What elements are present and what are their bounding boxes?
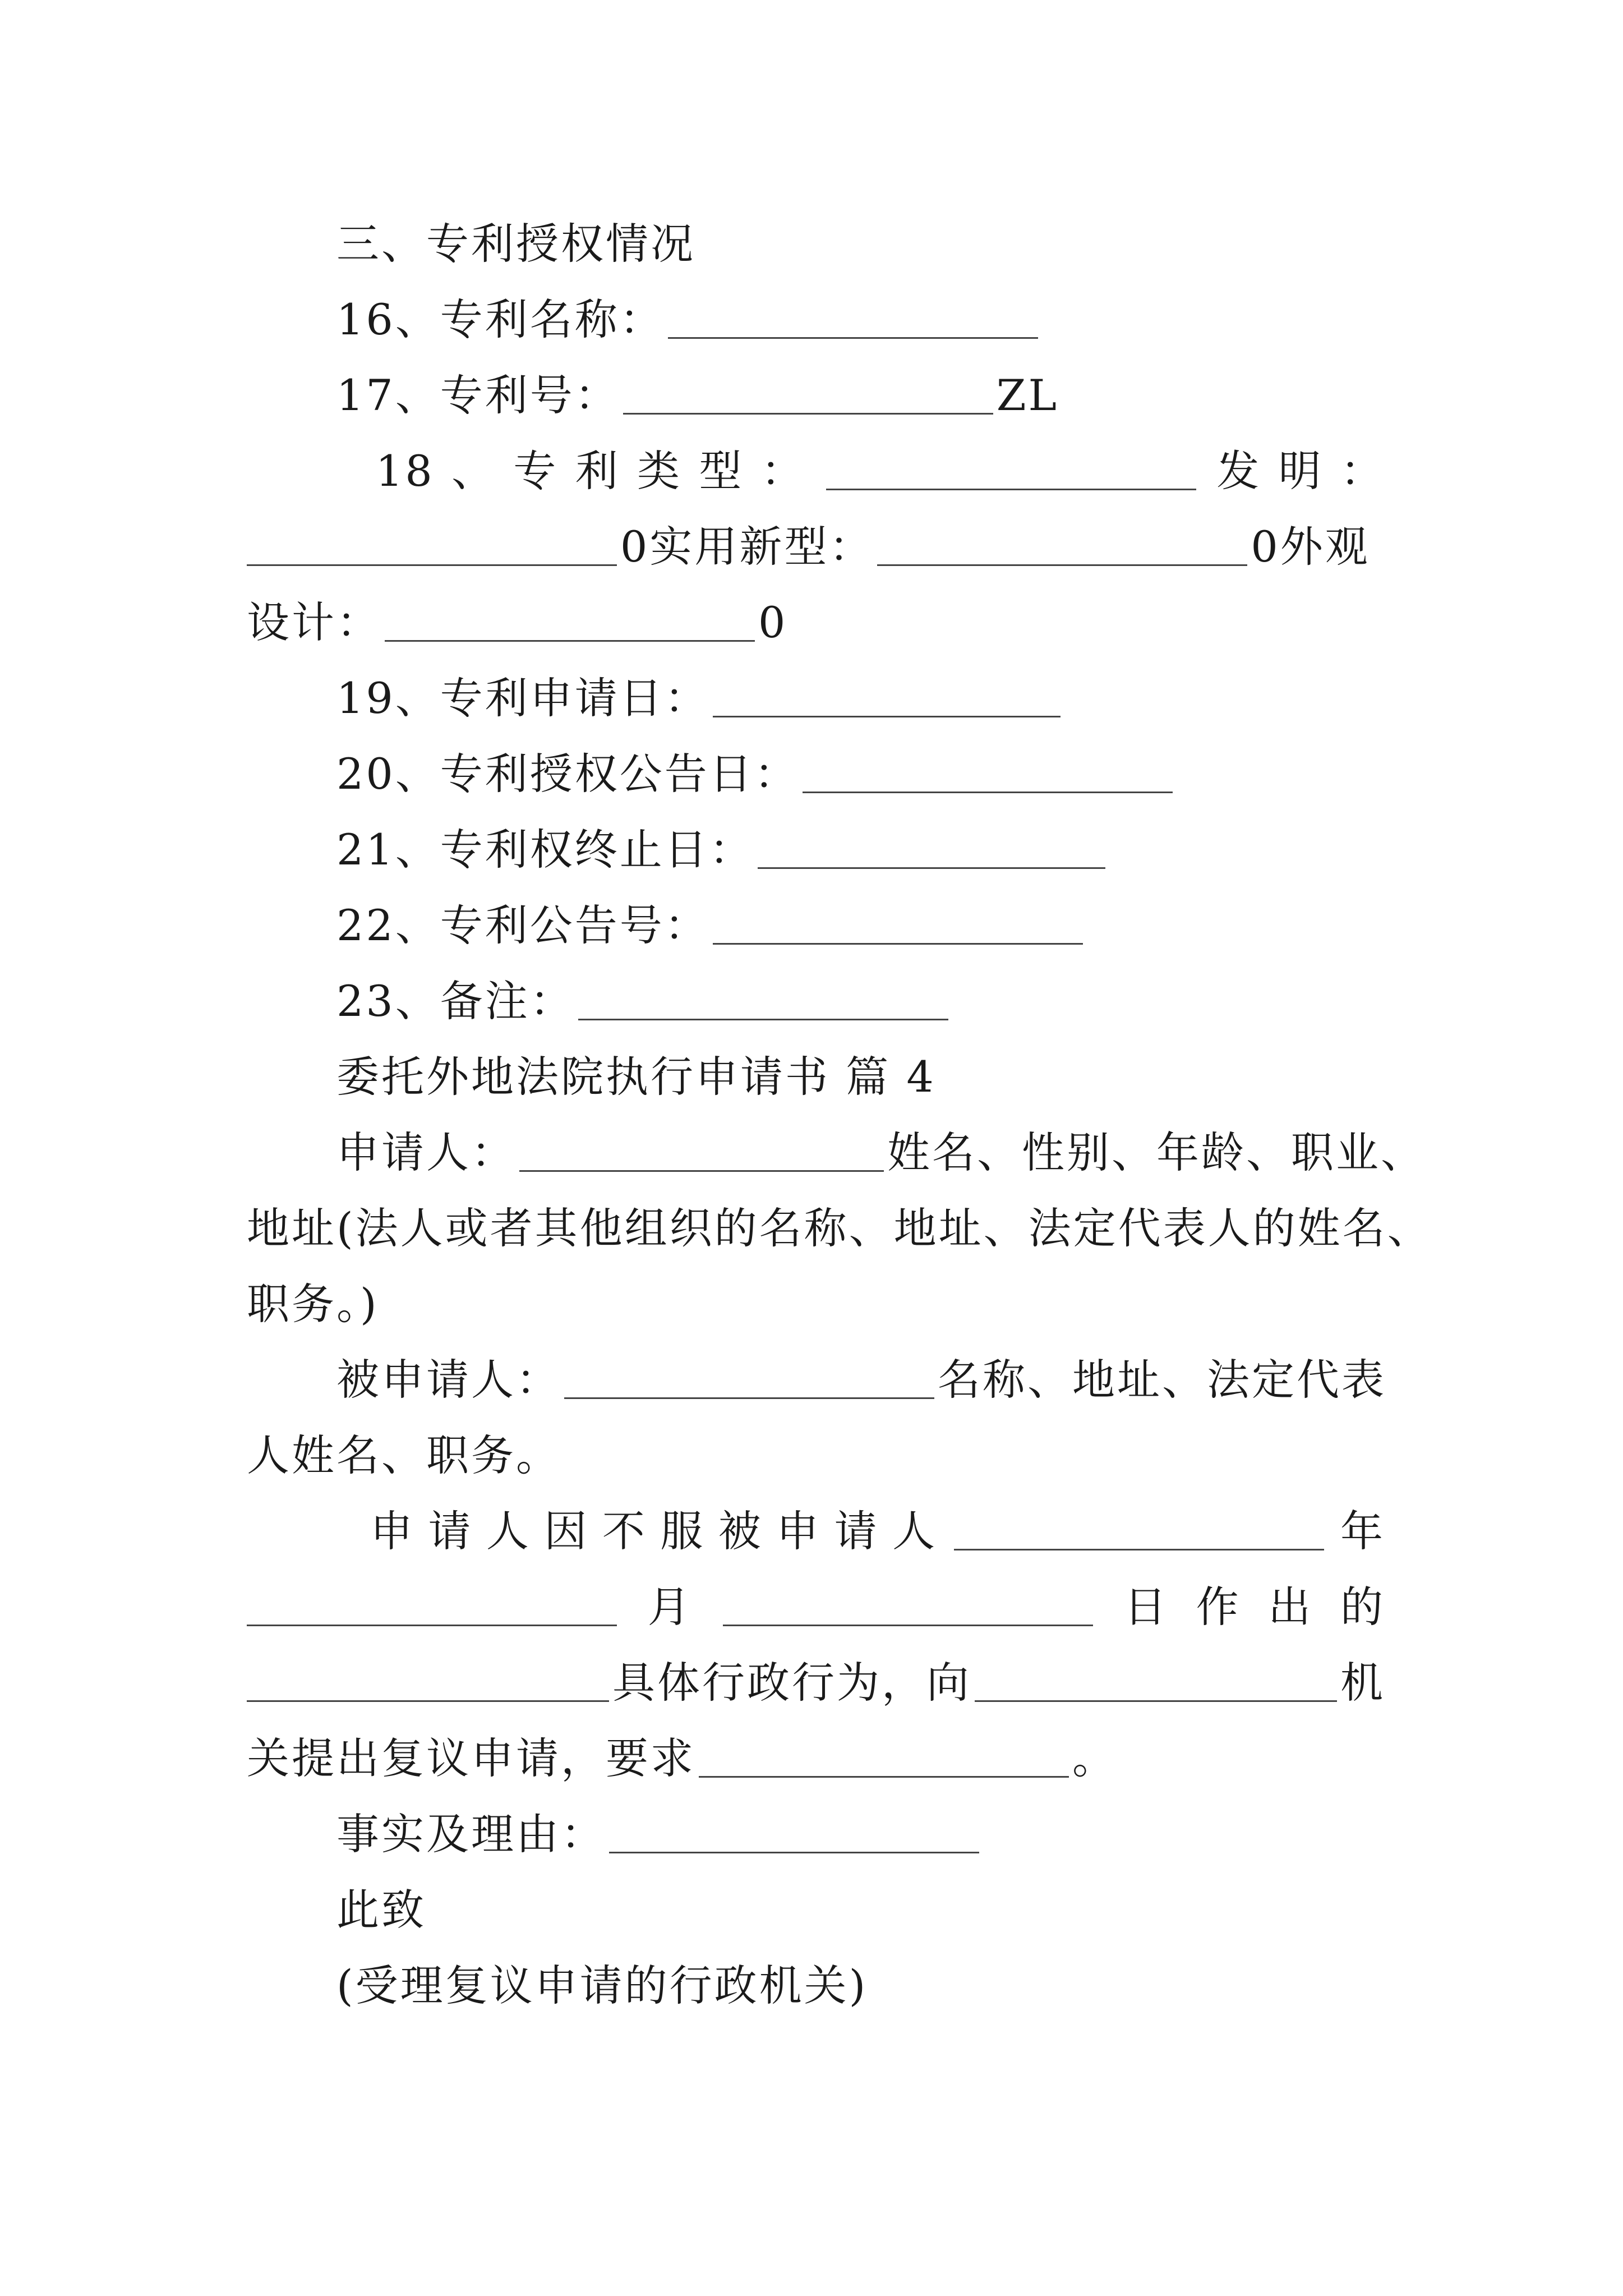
para-char: 人 [892,1506,938,1556]
publication-number-row [247,898,1385,954]
termination-date-label: 21、专利权终止日： [336,825,754,875]
para-period: 。 [1072,1733,1117,1783]
respondent-row [247,1352,1385,1408]
applicant-desc-2: 地址(法人或者其他组织的名称、地址、法定代表人的姓名、 [247,1203,1432,1253]
application-date-blank[interactable] [713,677,1061,717]
applicant-row-3 [247,1276,1385,1332]
para-row-3 [247,1655,1385,1711]
para-char: 申 [776,1506,822,1556]
para-organ-end: 机 [1340,1658,1385,1708]
closing-text: 此致 [336,1885,426,1935]
para-row-4 [247,1731,1385,1787]
patent-type-num: 18 [376,446,435,496]
patent-type-char-3: 类 [637,446,683,496]
para-day-char: 出 [1268,1582,1313,1632]
grant-date-blank[interactable] [803,752,1173,793]
utility-label: 实用新型： [649,522,874,572]
design-zero: 0 [758,597,788,647]
closing-row [247,1882,1385,1938]
para-char: 人 [486,1506,531,1556]
remarks-label: 23、备注： [336,976,575,1026]
publication-number-label: 22、专利公告号： [336,900,709,950]
invention-char-2: 明 [1278,446,1324,496]
para-request-blank[interactable] [699,1737,1069,1778]
respondent-label: 被申请人： [336,1355,561,1405]
para-day-char: 日 [1123,1582,1169,1632]
respondent-desc-2: 人姓名、职务。 [247,1430,561,1480]
design-label-a: 外观 [1280,522,1370,572]
patent-number-suffix: ZL [996,370,1059,420]
applicant-row-2 [247,1200,1432,1257]
applicant-label: 申请人： [336,1128,516,1177]
publication-number-blank[interactable] [713,904,1083,945]
termination-date-row [247,822,1385,878]
patent-type-char-2: 利 [575,446,620,496]
para-char: 被 [718,1506,763,1556]
para-year-blank[interactable] [247,1585,617,1626]
invention-blank[interactable] [247,525,617,566]
invention-colon: ： [1340,446,1385,496]
para-char: 请 [428,1506,473,1556]
facts-blank[interactable] [609,1812,979,1853]
para-char: 因 [544,1506,589,1556]
applicant-desc-1: 姓名、性别、年龄、职业、 [887,1128,1426,1177]
patent-type-colon: ： [760,446,806,496]
respondent-blank[interactable] [564,1358,934,1399]
design-blank[interactable] [385,601,755,642]
para-organ-blank[interactable] [975,1661,1337,1702]
termination-date-blank[interactable] [758,828,1105,869]
recipient-text: (受理复议申请的行政机关) [336,1961,868,2010]
patent-number-label: 17、专利号： [336,370,620,420]
patent-type-char-4: 型 [699,446,744,496]
remarks-row [247,973,1385,1029]
para-char: 请 [834,1506,879,1556]
patent-type-row-2 [247,519,1385,575]
remarks-blank[interactable] [578,979,948,1020]
para-row-2 [247,1579,1385,1635]
para-day-char: 作 [1196,1582,1241,1632]
para-char: 服 [660,1506,706,1556]
facts-label: 事实及理由： [336,1809,606,1859]
invention-char-1: 发 [1216,446,1262,496]
para-month-blank[interactable] [723,1585,1093,1626]
patent-name-blank[interactable] [668,298,1038,339]
respondent-desc-1: 名称、地址、法定代表 [938,1355,1386,1405]
patent-number-row [247,367,1385,424]
patent-type-char-1: 专 [513,446,559,496]
para-day-char: 的 [1340,1582,1385,1632]
section-heading [247,216,1385,272]
applicant-row [247,1125,1426,1181]
patent-type-sep: 、 [451,446,497,496]
document-title [247,1049,1385,1105]
utility-zero: 0 [1251,522,1280,572]
para-respondent-blank[interactable] [954,1510,1324,1550]
para-year: 年 [1340,1506,1385,1556]
para-char: 不 [602,1506,647,1556]
patent-number-blank[interactable] [623,374,993,415]
invention-zero: 0 [620,522,650,572]
document-title-text: 委托外地法院执行申请书 篇 4 [336,1052,936,1102]
facts-row [247,1806,1385,1862]
patent-name-label: 16、专利名称： [336,295,665,344]
recipient-row [247,1958,1385,2014]
para-organ-start: 关提出复议申请，要求 [247,1733,695,1783]
applicant-desc-3: 职务。) [247,1279,379,1329]
respondent-row-2 [247,1428,1385,1484]
para-char: 申 [370,1506,415,1556]
utility-blank[interactable] [877,525,1247,566]
para-act: 具体行政行为，向 [612,1658,971,1708]
patent-type-row-3 [247,595,1385,651]
patent-name-row [247,292,1385,348]
patent-type-blank[interactable] [826,449,1196,490]
application-date-row [247,670,1385,726]
application-date-label: 19、专利申请日： [336,673,709,723]
grant-date-row [247,746,1385,802]
para-row-1 [247,1503,1385,1559]
para-day-blank[interactable] [247,1661,609,1702]
design-label-b: 设计： [247,597,381,647]
applicant-blank[interactable] [519,1131,884,1172]
grant-date-label: 20、专利授权公告日： [336,749,799,799]
patent-type-row [247,443,1385,499]
section-heading-text: 三、专利授权情况 [336,219,695,269]
para-month: 月 [647,1582,693,1632]
